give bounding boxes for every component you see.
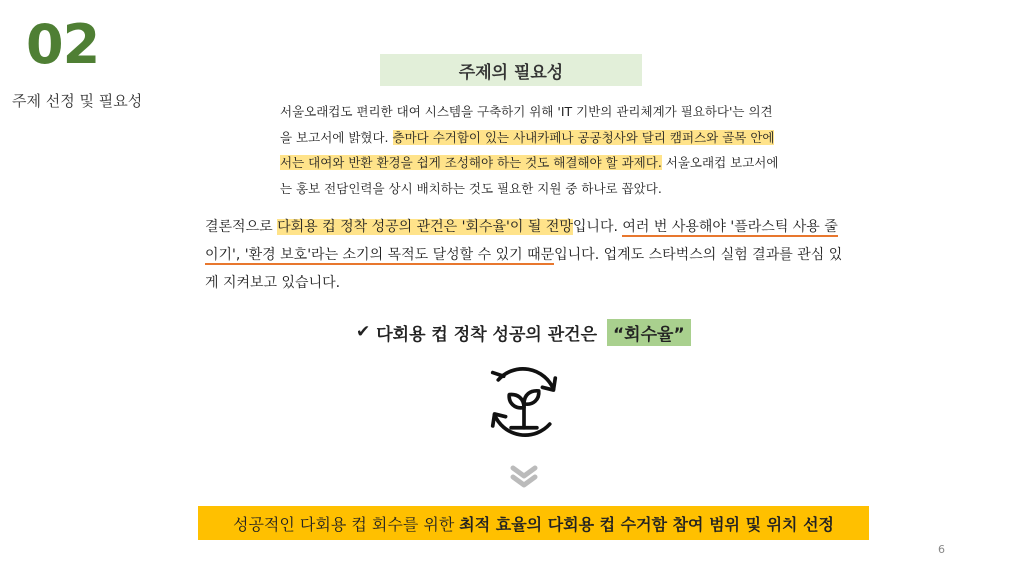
conclusion-end: 입니다. 업계도 스타벅스의 실험 결과를 관심 있게 지켜보고 있습니다. <box>205 247 843 291</box>
quote-text-1: 서울오래컵도 편리한 대여 시스템을 구축하기 위해 'IT 기반의 관리체계가 필요하다'는 의견을 보고서에 밝혔다. <box>280 104 773 145</box>
conclusion-mid: 입니다. <box>572 219 623 235</box>
conclusion-intro: 결론적으로 <box>205 219 278 235</box>
section-title: 주제 선정 및 필요성 <box>12 92 143 110</box>
quote-paragraph <box>280 99 780 201</box>
quote-text-2: 서울오래컵 보고서에는 홍보 전담인력을 상시 배치하는 것도 필요한 지원 중 하나로 꼽았다. <box>280 155 779 196</box>
page-number: 6 <box>938 543 945 556</box>
conclusion-highlight: 다회용 컵 정착 성공의 관건은 '회수율'이 될 전망 <box>277 219 573 235</box>
conclusion-paragraph <box>205 213 845 297</box>
checkmark-icon: ✔ <box>356 322 371 342</box>
key-point <box>356 319 691 345</box>
key-point-keyword: “회수율” <box>607 319 691 346</box>
banner-text: 성공적인 다회용 컵 회수를 위한 <box>233 514 455 534</box>
double-chevron-down-icon <box>509 464 539 490</box>
quote-highlight: 층마다 수거함이 있는 사내카페나 공공청사와 달리 캠퍼스와 골목 안에서는 대여와 반환 환경을 쉽게 조성해야 하는 것도 해결해야 할 과제다. <box>280 129 775 170</box>
conclusion-underline: 여러 번 사용해야 '플라스틱 사용 줄이기', '환경 보호'라는 소기의 목적도 달성할 수 있기 때문 <box>205 219 838 263</box>
banner-bold-text: 최적 효율의 다회용 컵 수거함 참여 범위 및 위치 선정 <box>459 514 834 534</box>
box-title: 주제의 필요성 <box>380 54 642 86</box>
section-number: 02 <box>26 13 100 76</box>
key-point-text: 다회용 컵 정착 성공의 관건은 <box>376 324 597 345</box>
recycle-sprout-icon <box>478 356 570 448</box>
conclusion-banner <box>198 506 869 540</box>
